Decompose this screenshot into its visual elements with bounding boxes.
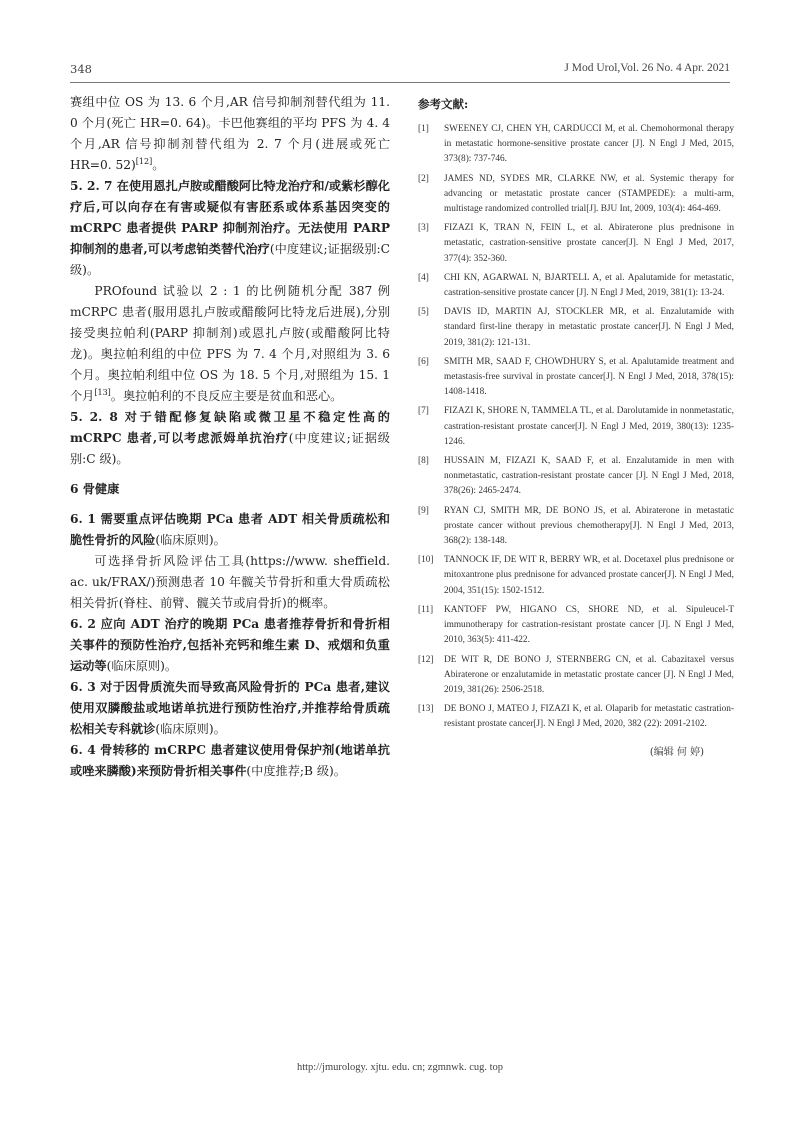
reference-number: [4] bbox=[418, 272, 429, 283]
reference-item bbox=[418, 404, 734, 450]
page-number: 348 bbox=[70, 62, 92, 76]
reference-number: [11] bbox=[418, 604, 434, 615]
reference-item bbox=[418, 305, 734, 351]
reference-number: [13] bbox=[418, 704, 434, 715]
recommendation-paragraph bbox=[70, 740, 390, 782]
reference-number: [9] bbox=[418, 505, 429, 516]
reference-number: [12] bbox=[418, 654, 434, 665]
recommendation-paragraph bbox=[70, 509, 390, 551]
reference-text: HUSSAIN M, FIZAZI K, SAAD F, et al. Enzalutamide in men with nonmetastatic, castration-resistant prostate cancer [J]. N Engl J Med, 2018, 378(26): 2465-2474. bbox=[444, 456, 734, 497]
paragraph-text: 6 骨健康 bbox=[70, 482, 120, 496]
recommendation-paragraph bbox=[70, 407, 390, 470]
page-header bbox=[70, 62, 730, 80]
reference-text: FIZAZI K, TRAN N, FEIN L, et al. Abiraterone plus prednisone in metastatic, castration-sensitive prostate cancer[J]. N Engl J Med, 2017, 377(4): 352-360. bbox=[444, 223, 734, 264]
reference-text: FIZAZI K, SHORE N, TAMMELA TL, et al. Darolutamide in nonmetastatic, castration-resistant prostate cancer[J]. N Engl J Med, 2019, 380(13): 1235-1246. bbox=[444, 406, 734, 447]
reference-text: RYAN CJ, SMITH MR, DE BONO JS, et al. Abiraterone in metastatic prostate cancer without previous chemotherapy[J]. N Engl J Med, 2013, 368(2): 138-148. bbox=[444, 505, 734, 547]
recommendation-text: 6. 2 应向 ADT 治疗的晚期 PCa 患者推荐骨折和骨折相关事件的预防性治疗,包括补充钙和维生素 D、戒烟和负重运动等 bbox=[70, 617, 390, 673]
recommendation-text: 6. 1 需要重点评估晚期 PCa 患者 ADT 相关骨质疏松和脆性骨折的风险 bbox=[70, 512, 390, 547]
citation-marker[interactable]: [12] bbox=[135, 157, 153, 166]
paragraph-text: 赛组中位 OS 为 13. 6 个月,AR 信号抑制剂替代组为 11. 0 个月(死亡 HR=0. 64)。卡巴他赛组的平均 PFS 为 4. 4 个月,AR 信号抑制剂替代组为 2. 7 个月(进展或死亡 HR=0. 52) bbox=[70, 95, 390, 172]
reference-text: SMITH MR, SAAD F, CHOWDHURY S, et al. Apalutamide treatment and metastasis-free survival in prostate cancer[J]. N Engl J Med, 2018, 378(15): 1408-1418. bbox=[444, 356, 734, 398]
recommendation-paragraph bbox=[70, 614, 390, 677]
reference-number: [2] bbox=[418, 173, 429, 184]
paragraph-tail: 。 bbox=[152, 158, 165, 172]
recommendation-text: 5. 2. 8 对于错配修复缺陷或微卫星不稳定性高的 mCRPC 患者,可以考虑派姆单抗治疗 bbox=[70, 410, 390, 445]
editor-credit: (编辑 何 婷) bbox=[649, 746, 704, 758]
paragraph-tail: 。奥拉帕利的不良反应主要是贫血和恶心。 bbox=[110, 389, 343, 403]
reference-item bbox=[418, 271, 734, 301]
reference-number: [1] bbox=[418, 124, 429, 134]
reference-item bbox=[418, 221, 734, 267]
references-column bbox=[418, 96, 734, 758]
reference-item bbox=[418, 702, 734, 732]
recommendation-text: 5. 2. 7 在使用恩扎卢胺或醋酸阿比特龙治疗和/或紫杉醇化疗后,可以向存在有害或疑似有害胚系或体系基因突变的 mCRPC 患者提供 PARP 抑制剂治疗。无法使用 PARP 抑制剂的患者,可以考虑铂类替代治疗 bbox=[70, 179, 390, 256]
reference-number: [5] bbox=[418, 307, 429, 318]
reference-item bbox=[418, 653, 734, 699]
reference-text: DE BONO J, MATEO J, FIZAZI K, et al. Olaparib for metastatic castration-resistant prostate cancer[J]. N Engl J Med, 2020, 382 (22): 2091-2102. bbox=[444, 704, 734, 730]
paragraph-tail: (临床原则)。 bbox=[155, 722, 226, 736]
reference-text: DAVIS ID, MARTIN AJ, STOCKLER MR, et al. Enzalutamide with standard first-line therapy in metastatic prostate cancer[J]. N Engl J Med, 2019, 381(2): 121-131. bbox=[444, 307, 734, 348]
reference-text: CHI KN, AGARWAL N, BJARTELL A, et al. Apalutamide for metastatic, castration-sensitive prostate cancer [J]. N Engl J Med, 2019, 381(1): 13-24. bbox=[444, 272, 734, 299]
page-footer-url[interactable]: http://jmurology. xjtu. edu. cn; zgmnwk. cug. top bbox=[296, 1062, 504, 1073]
journal-citation: J Mod Urol,Vol. 26 No. 4 Apr. 2021 bbox=[564, 62, 730, 74]
reference-item bbox=[418, 553, 734, 599]
reference-item bbox=[418, 504, 734, 550]
reference-item bbox=[418, 603, 734, 649]
reference-list bbox=[418, 122, 734, 733]
recommendation-paragraph bbox=[70, 176, 390, 281]
reference-item bbox=[418, 172, 734, 218]
reference-text: JAMES ND, SYDES MR, CLARKE NW, et al. Systemic therapy for advancing or metastatic prostate cancer (STAMPEDE): a multi-arm, multistage randomized controlled trial[J]. BJU Int, 2009, 103(4): 464-469. bbox=[444, 173, 734, 215]
paragraph-text: PROfound 试验以 2 : 1 的比例随机分配 387 例 mCRPC 患者(服用恩扎卢胺或醋酸阿比特龙后进展),分别接受奥拉帕利(PARP 抑制剂)或恩扎卢胺(或醋酸阿比特龙)。奥拉帕利组的中位 PFS 为 7. 4 个月,对照组为 3. 6 个月。奥拉帕利组中位 OS 为 18. 5 个月,对照组为 15. 1 个月 bbox=[70, 284, 390, 403]
citation-marker[interactable]: [13] bbox=[94, 388, 111, 397]
recommendation-text: 6. 3 对于因骨质流失而导致高风险骨折的 PCa 患者,建议使用双膦酸盐或地诺单抗进行预防性治疗,并推荐给骨质疏松相关专科就诊 bbox=[70, 680, 390, 736]
recommendation-paragraph bbox=[70, 677, 390, 740]
body-paragraph bbox=[70, 551, 390, 614]
reference-number: [7] bbox=[418, 406, 429, 417]
paragraph-tail: (中度推荐;B 级)。 bbox=[246, 764, 346, 778]
paragraph-text: 可选择骨折风险评估工具(https://www. sheffield. ac. uk/FRAX/)预测患者 10 年髋关节骨折和重大骨质疏松相关骨折(脊柱、前臂、髋关节或肩骨折)的概率。 bbox=[70, 554, 390, 610]
body-paragraph bbox=[70, 92, 390, 176]
references-heading: 参考文献: bbox=[418, 97, 469, 111]
section-heading bbox=[70, 479, 390, 500]
recommendation-text: 6. 4 骨转移的 mCRPC 患者建议使用骨保护剂(地诺单抗或唑来膦酸)来预防骨折相关事件 bbox=[70, 743, 390, 778]
reference-item bbox=[418, 454, 734, 500]
reference-number: [8] bbox=[418, 456, 429, 467]
paragraph-tail: (中度建议;证据级别:C 级)。 bbox=[70, 242, 390, 277]
reference-text: DE WIT R, DE BONO J, STERNBERG CN, et al. Cabazitaxel versus Abiraterone or enzalutamide in metastatic prostate cancer [J]. N Engl J Med, 2019, 381(26): 2506-2518. bbox=[444, 654, 734, 695]
paragraph-tail: (临床原则)。 bbox=[155, 533, 226, 547]
reference-text: KANTOFF PW, HIGANO CS, SHORE ND, et al. Sipuleucel-T immunotherapy for castration-resistant prostate cancer [J]. N Engl J Med, 2010, 363(5): 411-422. bbox=[444, 604, 734, 646]
paragraph-tail: (临床原则)。 bbox=[106, 659, 178, 673]
reference-text: TANNOCK IF, DE WIT R, BERRY WR, et al. Docetaxel plus prednisone or mitoxantrone plus prednisone for advanced prostate cancer[J]. N Engl J Med, 2004, 351(15): 1502-1512. bbox=[444, 555, 734, 596]
reference-text: SWEENEY CJ, CHEN YH, CARDUCCI M, et al. Chemohormonal therapy in metastatic hormone-sensitive prostate cancer [J]. N Engl J Med, 2015, 373(8): 737-746. bbox=[444, 124, 734, 165]
reference-item bbox=[418, 355, 734, 401]
paragraph-tail: (中度建议;证据级别:C 级)。 bbox=[70, 431, 390, 466]
body-paragraph bbox=[70, 281, 390, 407]
left-column-body bbox=[70, 92, 390, 782]
reference-number: [10] bbox=[418, 555, 434, 566]
reference-item bbox=[418, 122, 734, 168]
reference-number: [6] bbox=[418, 356, 429, 367]
reference-number: [3] bbox=[418, 223, 429, 234]
header-rule bbox=[70, 82, 730, 83]
